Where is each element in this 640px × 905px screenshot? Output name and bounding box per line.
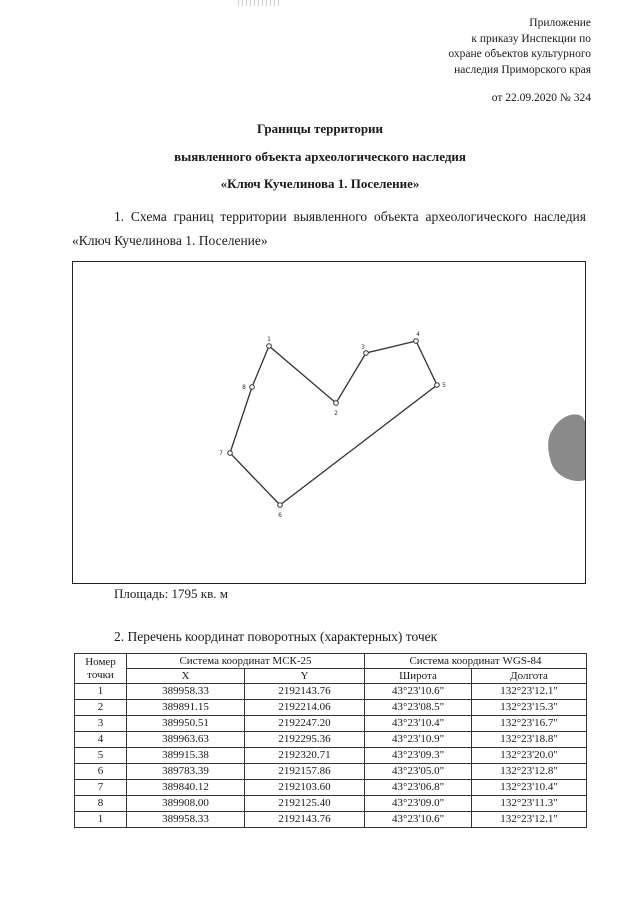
cell-n: 1 (75, 812, 127, 828)
cell-n: 3 (75, 716, 127, 732)
cell-lat: 43°23'10.6" (365, 684, 472, 700)
header-lon: Долгота (472, 669, 587, 684)
cell-y: 2192157.86 (245, 764, 365, 780)
cell-lat: 43°23'10.9" (365, 732, 472, 748)
cell-lat: 43°23'05.0" (365, 764, 472, 780)
cell-lat: 43°23'10.4" (365, 716, 472, 732)
boundary-point (267, 344, 272, 349)
cell-lon: 132°23'12.1" (472, 812, 587, 828)
boundary-point (364, 351, 369, 356)
cell-y: 2192247.20 (245, 716, 365, 732)
cell-lat: 43°23'10.6" (365, 812, 472, 828)
table-row (75, 764, 587, 780)
cell-y: 2192103.60 (245, 780, 365, 796)
cell-x: 389950.51 (127, 716, 245, 732)
cell-n: 1 (75, 684, 127, 700)
cell-x: 389963.63 (127, 732, 245, 748)
header-point-number-line: точки (87, 668, 114, 681)
header-point-number-line: Номер (85, 655, 116, 668)
section-1-text: 1. Схема границ территории выявленного объекта археологического наследия «Ключ Кучелинова 1. Поселение» (72, 209, 586, 248)
cell-x: 389840.12 (127, 780, 245, 796)
cell-lon: 132°23'10.4" (472, 780, 587, 796)
scan-artifact (238, 0, 282, 6)
cell-lat: 43°23'08.5" (365, 700, 472, 716)
cell-n: 5 (75, 748, 127, 764)
section-2-title: 2. Перечень координат поворотных (характерных) точек (114, 629, 438, 644)
cell-lon: 132°23'11.3" (472, 796, 587, 812)
cell-y: 2192143.76 (245, 812, 365, 828)
table-row (75, 700, 587, 716)
boundary-point (250, 385, 255, 390)
appendix-header (331, 16, 591, 78)
appendix-line: к приказу Инспекции по (471, 32, 591, 45)
boundary-polygon (230, 341, 437, 505)
coordinates-table (74, 653, 587, 828)
cell-x: 389958.33 (127, 684, 245, 700)
cell-y: 2192125.40 (245, 796, 365, 812)
boundary-point-label: 4 (416, 331, 420, 338)
header-msk: Система координат МСК-25 (127, 654, 365, 669)
boundary-point-label: 7 (219, 450, 223, 457)
table-header-row (75, 654, 587, 669)
table-row (75, 780, 587, 796)
boundary-point (278, 503, 283, 508)
table-row (75, 812, 587, 828)
cell-lat: 43°23'06.8" (365, 780, 472, 796)
table-row (75, 732, 587, 748)
boundary-point-label: 6 (278, 512, 282, 519)
boundary-point-label: 3 (361, 344, 365, 351)
cell-n: 2 (75, 700, 127, 716)
scan-smudge (548, 414, 585, 481)
header-y: Y (245, 669, 365, 684)
cell-y: 2192214.06 (245, 700, 365, 716)
boundary-point-label: 1 (267, 336, 271, 343)
cell-lon: 132°23'15.3" (472, 700, 587, 716)
order-reference: от 22.09.2020 № 324 (491, 92, 591, 104)
cell-x: 389783.39 (127, 764, 245, 780)
cell-lon: 132°23'12.8" (472, 764, 587, 780)
header-point-number (75, 654, 127, 684)
boundary-scheme (72, 261, 586, 584)
header-wgs: Система координат WGS-84 (365, 654, 587, 669)
doc-title-line-1: Границы территории (256, 121, 384, 136)
boundary-point-label: 5 (442, 382, 446, 389)
cell-n: 4 (75, 732, 127, 748)
header-x: X (127, 669, 245, 684)
cell-n: 8 (75, 796, 127, 812)
cell-n: 6 (75, 764, 127, 780)
cell-x: 389891.15 (127, 700, 245, 716)
cell-y: 2192320.71 (245, 748, 365, 764)
boundary-point-label: 2 (334, 410, 338, 417)
cell-lat: 43°23'09.0" (365, 796, 472, 812)
area-label: Площадь: 1795 кв. м (114, 586, 228, 601)
cell-y: 2192143.76 (245, 684, 365, 700)
table-row (75, 716, 587, 732)
boundary-scheme-svg (73, 262, 586, 584)
doc-title-line-2: выявленного объекта археологического наследия (174, 149, 466, 164)
table-row (75, 748, 587, 764)
cell-lat: 43°23'09.3" (365, 748, 472, 764)
cell-x: 389908.00 (127, 796, 245, 812)
boundary-point (414, 339, 419, 344)
table-row (75, 684, 587, 700)
boundary-point-label: 8 (242, 384, 246, 391)
appendix-line: Приложение (529, 17, 591, 29)
table-row (75, 796, 587, 812)
cell-n: 7 (75, 780, 127, 796)
cell-lon: 132°23'16.7" (472, 716, 587, 732)
cell-y: 2192295.36 (245, 732, 365, 748)
cell-lon: 132°23'12.1" (472, 684, 587, 700)
cell-x: 389958.33 (127, 812, 245, 828)
appendix-line: наследия Приморского края (454, 63, 591, 76)
table-subheader-row (75, 669, 587, 684)
appendix-line: охране объектов культурного (448, 48, 591, 60)
header-lat: Широта (365, 669, 472, 684)
boundary-point (334, 401, 339, 406)
boundary-point (228, 451, 233, 456)
cell-lon: 132°23'20.0" (472, 748, 587, 764)
cell-x: 389915.38 (127, 748, 245, 764)
boundary-point (435, 383, 440, 388)
doc-title-line-3: «Ключ Кучелинова 1. Поселение» (220, 176, 420, 191)
cell-lon: 132°23'18.8" (472, 732, 587, 748)
